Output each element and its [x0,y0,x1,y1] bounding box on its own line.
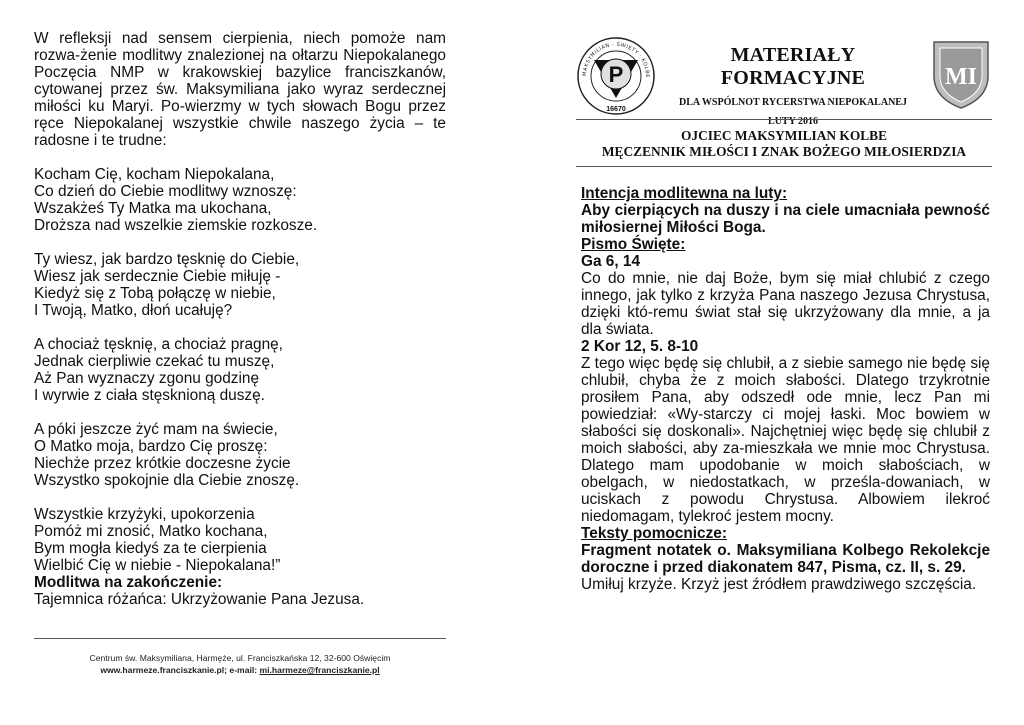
header-divider [576,119,992,120]
topic-line-1: OJCIEC MAKSYMILIAN KOLBE [680,128,888,143]
rosary-mystery: Tajemnica różańca: Ukrzyżowanie Pana Jezusa. [34,591,365,608]
poem-line: Bym mogła kiedyś za te cierpienia [34,540,267,557]
poem-line: I Twoją, Matko, dłoń ucałuję? [34,302,233,319]
footer [34,652,446,676]
mi-shield-logo-icon [930,36,992,110]
poem-line: I wyrwie z ciała stęsknioną duszę. [34,387,265,404]
closing-prayer-heading: Modlitwa na zakończenie: [34,574,223,591]
scripture-ref-2: 2 Kor 12, 5. 8-10 [581,338,699,355]
intention-text: Aby cierpiących na duszy i na ciele umacniała pewność miłosiernej Miłości Boga. [581,202,990,236]
intention-heading: Intencja modlitewna na luty: [581,185,788,202]
poem-line: Aż Pan wyznaczy zgonu godzinę [34,370,260,387]
masthead [576,30,992,127]
militia-p-logo-icon [576,36,656,116]
poem-line: O Matko moja, bardzo Cię proszę: [34,438,268,455]
poem-stanza-5 [34,506,446,574]
left-column [34,30,446,608]
poem-line: Wszystkie krzyżyki, upokorzenia [34,506,255,523]
poem-line: Niechże przez krótkie doczesne życie [34,455,291,472]
logo-letter: P [608,62,624,87]
scripture-ref-1: Ga 6, 14 [581,253,641,270]
footer-address: Centrum św. Maksymiliana, Harmęże, ul. Franciszkańska 12, 32-600 Oświęcim [89,653,391,663]
poem-stanza-4 [34,421,446,489]
poem-line: Wiesz jak serdecznie Ciebie miłuję - [34,268,281,285]
publication-title: MATERIAŁY FORMACYJNE [720,44,866,89]
topic-line-2: MĘCZENNIK MIŁOŚCI I ZNAK BOŻEGO MIŁOSIERDZIA [601,144,967,159]
poem-line: A póki jeszcze żyć mam na świecie, [34,421,278,438]
intro-paragraph: W refleksji nad sensem cierpienia, niech pomoże nam rozwa-żenie modlitwy znalezionej na ołtarzu Niepokalanego Poczęcia NMP w krakowskiej bazylice franciszkanów, cytowanej przez św. Maksymiliana jako wyraz serdecznej miłości ku Maryi. Po-wierzmy w tych słowach Bogu przez ręce Niepokalanej wszystkie chwile naszego życia – te radosne i te trudne: [34,30,446,149]
topic-divider [576,166,992,167]
poem-line: Ty wiesz, jak bardzo tęsknię do Ciebie, [34,251,300,268]
scripture-heading: Pismo Święte: [581,236,686,253]
poem-line: A chociaż tęsknię, a chociaż pragnę, [34,336,283,353]
logo-number: 16670 [606,106,626,113]
poem-line: Wszystko spokojnie dla Ciebie znoszę. [34,472,300,489]
footer-contact [34,664,446,676]
logo-ring-text: MAKSYMILIAN · ŚWIĘTY · KOLBE [581,41,651,79]
footer-website: www.harmeze.franciszkanie.pl; e-mail: [100,665,260,675]
poem-line: Kocham Cię, kocham Niepokalana, [34,166,275,183]
poem-line: Co dzień do Ciebie modlitwy wznoszę: [34,183,297,200]
poem-line: Wielbić Cię w niebie - Niepokalana!” [34,557,281,574]
poem-line: Wszakżeś Ty Matka ma ukochana, [34,200,272,217]
footer-email-link[interactable]: mi.harmeze@franciszkanie.pl [259,665,380,675]
poem-line: Pomóż mi znosić, Matko kochana, [34,523,268,540]
helper-texts-heading: Teksty pomocnicze: [581,525,727,542]
closing-quote: Umiłuj krzyże. Krzyż jest źródłem prawdziwego szczęścia. [581,576,977,593]
issue-date: LUTY 2016 [768,116,818,127]
scripture-text-2: Z tego więc będę się chlubił, a z siebie samego nie będę się chlubił, chyba że z moich słabości. Dlatego trzykrotnie prosiłem Pana, aby odszedł ode mnie, lecz Pan mi powiedział: «Wy-starczy ci mojej łaski. Moc bowiem w słabości się doskonali». Najchętniej więc będę się chlubił z moich słabości, aby za-mieszkała we mnie moc Chrystusa. Dlatego mam upodobanie w moich słabościach, w obelgach, w niedostatkach, w prześla-dowaniach, w uciskach z powodu Chrystusa. Albowiem ilekroć niedomagam, tylekroć jestem mocny. [581,355,990,525]
poem-stanza-2 [34,251,446,319]
masthead-text [660,44,926,127]
footer-divider [34,638,446,639]
poem-line: Droższa nad wszelkie ziemskie rozkosze. [34,217,318,234]
logo-mi-text: MI [945,64,977,90]
topic-heading [576,128,992,160]
publication-subtitle: DLA WSPÓLNOT RYCERSTWA NIEPOKALANEJ [679,97,907,108]
right-column [581,185,990,593]
scripture-text-1: Co do mnie, nie daj Boże, bym się miał chlubić z czego innego, jak tylko z krzyża Pana naszego Jezusa Chrystusa, dzięki któ-remu świat stał się ukrzyżowany dla mnie, a ja dla świata. [581,270,990,338]
poem-stanza-3 [34,336,446,404]
poem-line: Jednak cierpliwie czekać tu muszę, [34,353,275,370]
poem-line: Kiedyż się z Tobą połączę w niebie, [34,285,276,302]
poem-stanza-1 [34,166,446,234]
fragment-title: Fragment notatek o. Maksymiliana Kolbego Rekolekcje doroczne i przed diakonatem 847, Pisma, cz. II, s. 29. [581,542,990,576]
